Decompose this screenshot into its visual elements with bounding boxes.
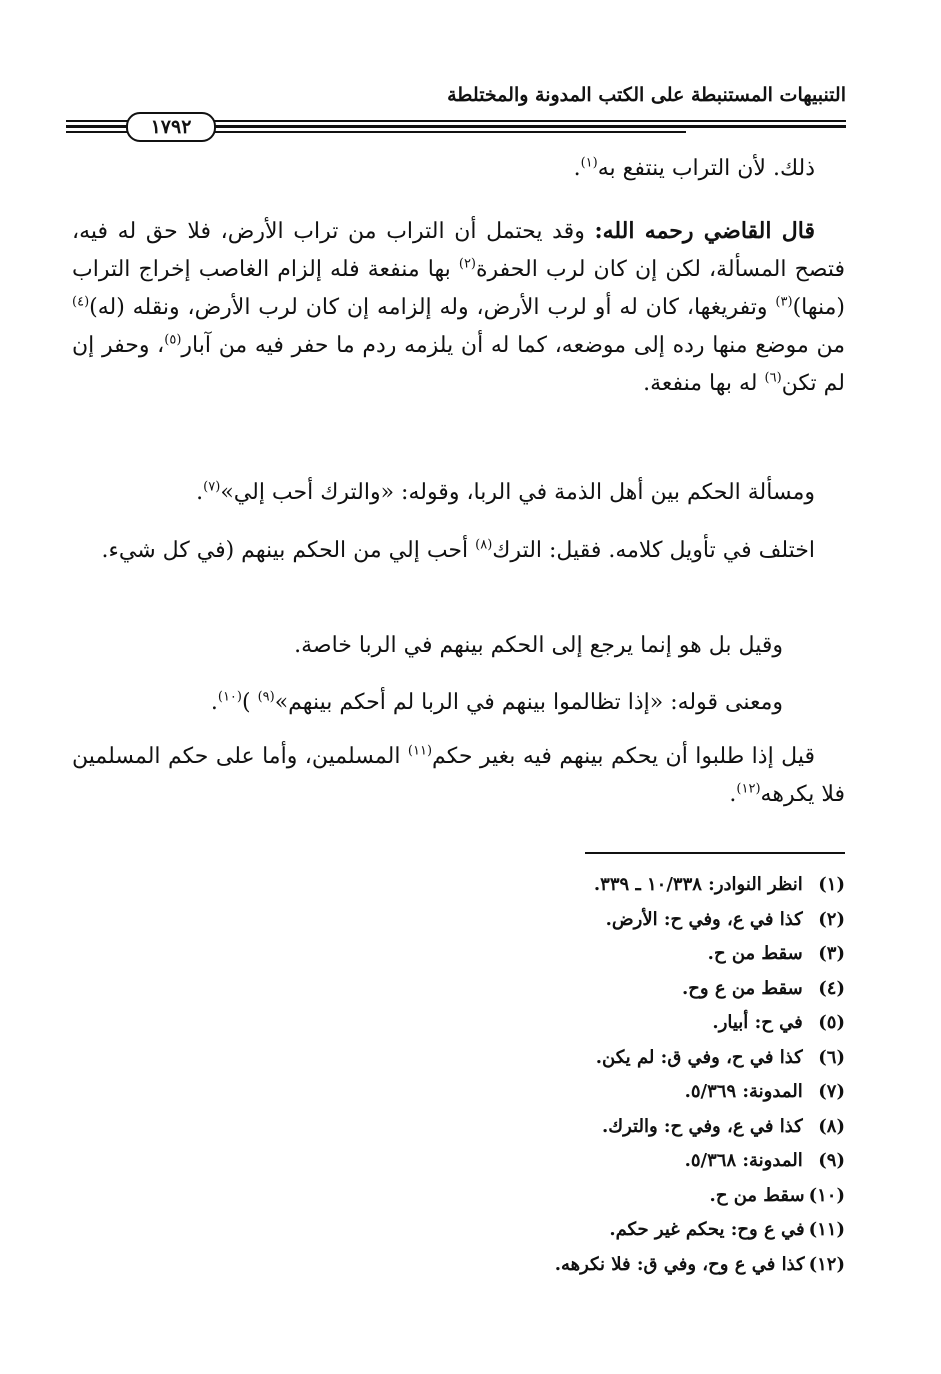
- footnote-item: [85, 1144, 845, 1179]
- paragraph-6: [72, 684, 783, 722]
- footnote-ref: (٣): [775, 294, 793, 310]
- footnote-item: [85, 972, 845, 1007]
- footnote-item: [85, 1006, 845, 1041]
- paragraph-end: .: [573, 156, 581, 181]
- footnote-ref: (٦): [764, 370, 782, 386]
- footnote-text: كذا في ع، وفي ح: الأرض.: [605, 908, 803, 930]
- paragraph-text: له بها منفعة.: [643, 371, 765, 396]
- paragraph-end: .: [729, 782, 737, 807]
- paragraph-5: [72, 627, 783, 665]
- footnote-ref: (١٢): [736, 781, 761, 797]
- footnote-number: (١٢): [808, 1253, 845, 1275]
- footnote-number: (١٠): [808, 1184, 845, 1206]
- page-number: ١٧٩٢: [126, 112, 216, 142]
- paragraph-text: وقيل بل هو إنما يرجع إلى الحكم بينهم في الربا خاصة.: [294, 633, 783, 658]
- footnote-number: (١): [818, 874, 845, 895]
- footnote-ref: (٢): [458, 256, 476, 272]
- footnote-number: (١١): [808, 1219, 845, 1240]
- footnote-item: [85, 1110, 845, 1145]
- paragraph-1: [72, 150, 845, 188]
- paragraph-text: اختلف في تأويل كلامه. فقيل: الترك: [492, 538, 815, 563]
- footnote-number: (٥): [818, 1012, 845, 1033]
- footnote-item: [85, 1213, 845, 1248]
- footnote-item: [85, 1041, 845, 1076]
- footnote-number: (٦): [818, 1046, 845, 1068]
- footnotes-list: [85, 868, 845, 1282]
- footnote-number: (٧): [818, 1081, 845, 1102]
- paragraph-end: .: [210, 690, 218, 715]
- footnote-ref: (٧): [203, 479, 221, 495]
- footnote-text: في ح: أبيار.: [712, 1012, 803, 1033]
- paragraph-4: [72, 532, 845, 570]
- footnote-item: [85, 1248, 845, 1283]
- footnote-ref: (٥): [164, 332, 182, 348]
- paragraph-3: [72, 474, 845, 512]
- footnote-ref: (٤): [72, 294, 90, 310]
- footnote-number: (٨): [818, 1115, 845, 1137]
- paragraph-text: بها منفعة فله إلزام الغاصب إخراج التراب (منها): [72, 257, 845, 320]
- footnote-text: المدونة: ٥/٣٦٩.: [684, 1081, 803, 1102]
- footnote-number: (٣): [818, 943, 845, 964]
- footnote-item: [85, 937, 845, 972]
- paragraph-7: [72, 738, 845, 814]
- paragraph-text: ): [241, 690, 258, 715]
- footnote-text: في ع وح: يحكم غير حكم.: [609, 1219, 805, 1240]
- paragraph-end: .: [196, 480, 204, 505]
- footnote-separator: [585, 852, 845, 854]
- paragraph-text: من موضع منها رده إلى موضعه، كما له أن يلزمه ردم ما حفر فيه من آبار: [181, 333, 845, 358]
- footnote-item: [85, 868, 845, 903]
- footnote-ref: (٨): [475, 537, 493, 553]
- footnote-ref: (١): [580, 155, 598, 171]
- paragraph-text: ذلك. لأن التراب ينتفع به: [597, 156, 815, 181]
- footnote-item: [85, 1075, 845, 1110]
- paragraph-text: ، وحفر إن لم تكن: [72, 333, 845, 396]
- paragraph-text: أحب إلي من الحكم بينهم (في كل شيء.: [101, 538, 476, 563]
- paragraph-text: قيل إذا طلبوا أن يحكم بينهم فيه بغير حكم: [432, 744, 815, 769]
- footnote-text: سقط من ح.: [709, 1184, 805, 1206]
- footnote-text: سقط من ع وح.: [681, 977, 803, 999]
- footnote-ref: (١٠): [217, 689, 242, 705]
- footnote-text: انظر النوادر: ١٠/٣٣٨ ـ ٣٣٩.: [593, 874, 803, 895]
- footnote-text: المدونة: ٥/٣٦٨.: [684, 1150, 803, 1171]
- paragraph-text: وقد يحتمل أن التراب من تراب الأرض، فلا حق له فيه، فتصح المسألة، لكن إن كان لرب الحفرة: [72, 219, 846, 282]
- footnote-ref: (٩): [257, 689, 275, 705]
- footnote-text: كذا في ع وح، وفي ق: فلا نكرهه.: [554, 1253, 805, 1275]
- paragraph-2: [72, 212, 845, 403]
- paragraph-text: وتفريغها، كان له أو لرب الأرض، وله إلزامه إن كان لرب الأرض، ونقله (له): [89, 295, 776, 320]
- footnote-item: [85, 1179, 845, 1214]
- running-title: التنبيهات المستنبطة على الكتب المدونة والمختلطة: [447, 84, 846, 106]
- speaker-label: قال القاضي رحمه الله:: [594, 218, 815, 244]
- paragraph-text: المسلمين، وأما على حكم المسلمين فلا يكرهه: [72, 744, 845, 807]
- footnote-item: [85, 903, 845, 938]
- footnote-ref: (١١): [407, 743, 433, 759]
- footnote-number: (٩): [818, 1150, 845, 1171]
- paragraph-text: ومسألة الحكم بين أهل الذمة في الربا، وقوله: «والترك أحب إلي»: [220, 480, 815, 505]
- footnote-text: سقط من ح.: [707, 943, 803, 964]
- paragraph-text: ومعنى قوله: «إذا تظالموا بينهم في الربا لم أحكم بينهم»: [274, 690, 783, 715]
- footnote-number: (٢): [818, 908, 845, 930]
- page-header: [66, 78, 846, 158]
- footnote-text: كذا في ع، وفي ح: والترك.: [602, 1115, 803, 1137]
- footnote-text: كذا في ح، وفي ق: لم يكن.: [595, 1046, 803, 1068]
- footnote-number: (٤): [818, 977, 845, 999]
